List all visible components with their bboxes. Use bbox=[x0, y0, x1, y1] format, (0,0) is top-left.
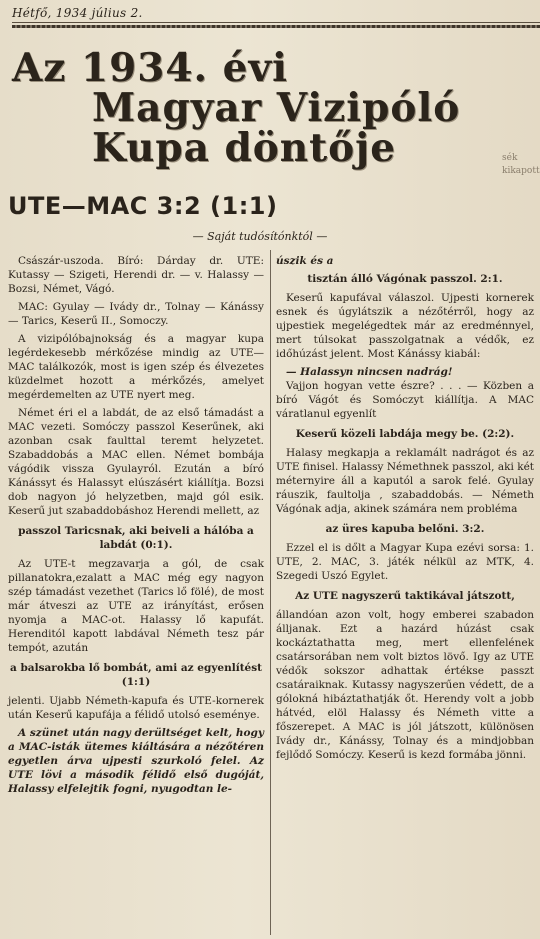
subheading: a balsarokba lő bombát, ami az egyenlítést (1:1) bbox=[9, 662, 262, 688]
issue-date: Hétfő, 1934 július 2. bbox=[12, 6, 143, 20]
paragraph: Az UTE-t megzavarja a gól, de csak pillanatokra,ezalatt a MAC még egy nagyon szép támadást vezethet (Tarics lő fölé), de most már átveszi az UTE az irányítást, erősen nyomja a MAC-ot. Halassy lő kapufát. Herenditól kapott labdával Németh tesz pár tempót, azután bbox=[8, 558, 264, 654]
fragment-line: sék bbox=[502, 153, 518, 163]
date-header bbox=[12, 6, 540, 23]
article-headline bbox=[8, 45, 528, 171]
paragraph: Keserű kapufával válaszol. Ujpesti kornerek esnek és úgylátszik a nézőtérről, hogy az ujpestiek megelégedtek már az eredménnyel, mert túlsokat passzolgatnak a védők, ez időhúzást jelent. Most Kánássy kiabál: bbox=[276, 292, 534, 360]
right-column bbox=[276, 254, 534, 766]
header-rule bbox=[12, 25, 540, 28]
headline-line-2: Magyar Vizipóló bbox=[92, 85, 461, 131]
headline-line-1: Az 1934. évi bbox=[12, 45, 288, 91]
subheading: tisztán álló Vágónak passzol. 2:1. bbox=[307, 273, 503, 285]
paragraph: jelenti. Ujabb Németh-kapufa és UTE-kornerek után Keserű kapufája a félidő utolsó eseménye. bbox=[8, 695, 264, 721]
paragraph-continuation: úszik és a bbox=[276, 255, 334, 267]
fragment-line: kikapott bbox=[502, 166, 540, 176]
match-score: UTE—MAC 3:2 (1:1) bbox=[8, 192, 278, 220]
byline: — Saját tudósítónktól — bbox=[192, 230, 328, 243]
subheading: Az UTE nagyszerű taktikával játszott, bbox=[295, 590, 515, 602]
subheading: passzol Taricsnak, aki beiveli a hálóba a labdát (0:1). bbox=[18, 525, 254, 551]
paragraph: Vajjon hogyan vette észre? . . . — Közben a bíró Vágót és Somóczyt kiállítja. A MAC váratlanul egyenlít bbox=[276, 380, 534, 420]
paragraph: Halasy megkapja a reklamált nadrágot és az UTE finisel. Halassy Némethnek passzol, aki két méternyire áll a kaputól a sarok felé. Gyulay ráuszik, faultolja , szabaddobás. — Németh Vágónak adja, akinek számára nem probléma bbox=[276, 447, 534, 515]
paragraph-italic: A szünet után nagy derültséget kelt, hogy a MAC-isták ütemes kiáltására a nézőtéren egyetlen árva ujpesti szurkoló felel. Az UTE lövi a második félidő első dugóját, Halassy elfelejtik fogni, nyugodtan le- bbox=[8, 727, 264, 795]
lineup-mac: MAC: Gyulay — Ivády dr., Tolnay — Kánássy — Tarics, Keserű II., Somoczy. bbox=[8, 301, 264, 327]
paragraph: Ezzel el is dőlt a Magyar Kupa ezévi sorsa: 1. UTE, 2. MAC, 3. játék nélkül az MTK, 4. Szegedi Uszó Egylet. bbox=[276, 542, 534, 582]
left-column bbox=[8, 254, 264, 800]
quote: — Halassyn nincsen nadrág! bbox=[286, 366, 453, 378]
paragraph: Német éri el a labdát, de az első támadást a MAC vezeti. Somóczy passzol Keserűnek, aki azonban csak faulttal teremt helyzetet. Szabaddobás a MAC ellen. Német bombája vágódik vissza Gyulayról. Ezután a bíró Kánássyt és Halassyt elúszásért kiállítja. Bozsi dob nagyon jó helyzetben, majd gól esik. Keserű jut szabaddobáshoz Herendi mellett, az bbox=[8, 407, 264, 517]
subheading: az üres kapuba belőni. 3:2. bbox=[325, 523, 485, 535]
subheading: Keserű közeli labdája megy be. (2:2). bbox=[295, 428, 515, 440]
paragraph: A vizipólóbajnokság és a magyar kupa legérdekesebb mérkőzése mindig az UTE—MAC találkozók, most is igen szép és élvezetes küzdelmet hozott a mérkőzés, amelyet megérdemelten az UTE nyert meg. bbox=[8, 333, 264, 401]
paragraph: állandóan azon volt, hogy emberei szabadon álljanak. Ezt a hazárd húzást csak kockáztathatta meg, mert ellenfelének csatársorában nem volt biztos lövő. Igy az UTE védők sokszor adhattak értékse passzt csatáraiknak. Kutassy nagyszerűen védett, de a gólokná hibáztathatják őt. Herendy volt a jobb hátvéd, elöl Halassy és Németh vitte a főszerepet. A MAC is jól játszott, különösen Ivády dr., Kánássy, Tolnay és a mindjobban fejlődő Somóczy. Keserű is kezd formába jönni. bbox=[276, 609, 534, 761]
lineup-ute: Császár-uszoda. Bíró: Dárday dr. UTE: Kutassy — Szigeti, Herendi dr. — v. Halassy — Bozsi, Német, Vágó. bbox=[8, 255, 264, 295]
headline-line-3: Kupa döntője bbox=[92, 125, 397, 171]
column-divider bbox=[270, 250, 271, 935]
